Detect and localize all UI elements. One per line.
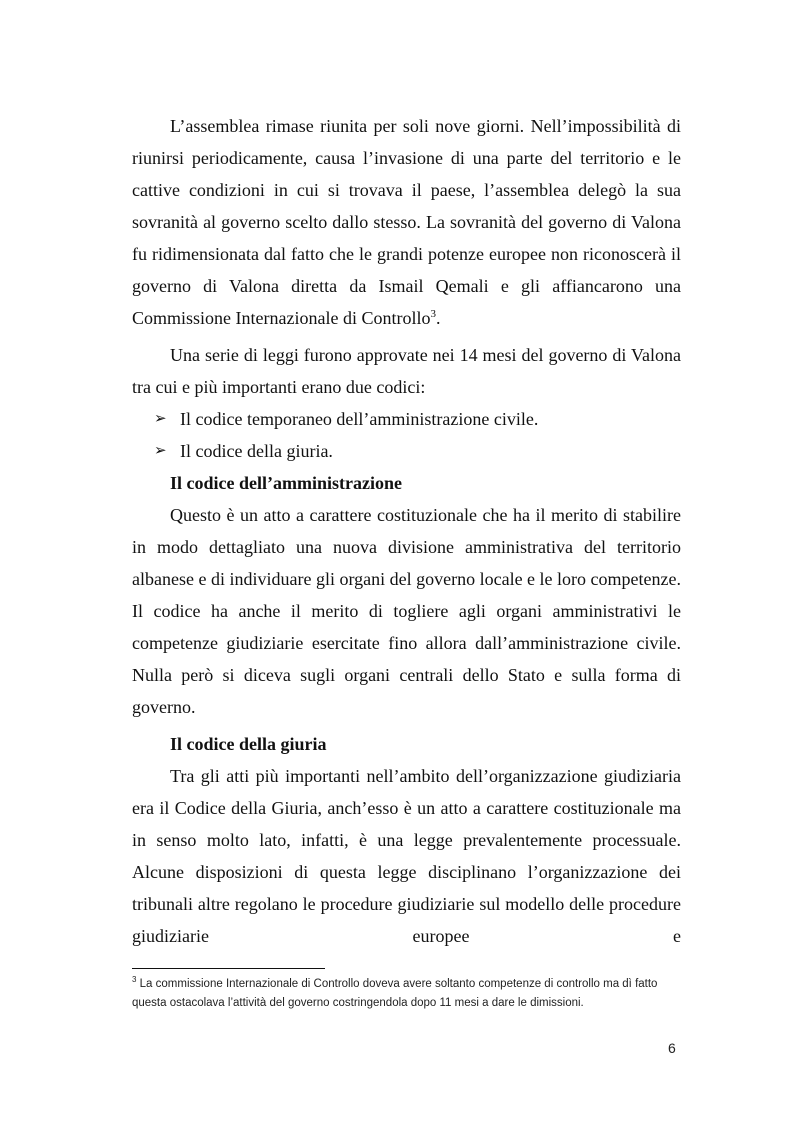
paragraph-assemblea (132, 110, 681, 334)
section-heading-giuria: Il codice della giuria (170, 734, 327, 754)
page-number: 6 (668, 1040, 676, 1056)
paragraph-codice-giuria: Tra gli atti più importanti nell’ambito dell’organizzazione giudiziaria era il Codice della Giuria, anch’esso è un atto a carattere costituzionale ma in senso molto lato, infatti, è una legge prevalentemente processuale. Alcune disposizioni di questa legge disciplinano l’organizzazione dei tribunali altre regolano le procedure giudiziarie sul modello delle procedure giudiziarie europee e (132, 766, 681, 946)
footnote-separator (132, 968, 325, 969)
body-text (132, 110, 681, 952)
paragraph-assemblea-text: L’assemblea rimase riunita per soli nove giorni. Nell’impossibilità di riunirsi periodicamente, causa l’invasione di una parte del territorio e le cattive condizioni in cui si trovava il paese, l’assemblea delegò la sua sovranità al governo scelto dallo stesso. La sovranità del governo di Valona fu ridimensionata dal fatto che le grandi potenze europee non riconoscerà il governo di Valona diretta da Ismail Qemali e gli affiancarono una Commissione Internazionale di Controllo (132, 116, 681, 328)
list-item (132, 403, 681, 435)
arrow-bullet-icon: ➢ (154, 411, 167, 427)
list-item-text: Il codice temporaneo dell’amministrazione civile. (180, 409, 539, 429)
footnote-text: La commissione Internazionale di Controllo doveva avere soltanto competenze di controllo ma dì fatto questa ostacolava l’attività del governo costringendola dopo 11 mesi a dare le dimissioni. (132, 978, 658, 1009)
section-heading-amministrazione: Il codice dell’amministrazione (170, 473, 402, 493)
footnote-number: 3 (132, 975, 137, 985)
list-item (132, 435, 681, 467)
paragraph-assemblea-end: . (435, 308, 441, 328)
codes-list (132, 403, 681, 467)
paragraph-codice-amministrazione: Questo è un atto a carattere costituzionale che ha il merito di stabilire in modo dettagliato una nuova divisione amministrativa del territorio albanese e di individuare gli organi del governo locale e le loro competenze. Il codice ha anche il merito di togliere agli organi amministrativi le competenze giudiziarie esercitate fino allora dall’amministrazione civile. Nulla però si diceva sugli organi centrali dello Stato e sulla forma di governo. (132, 505, 681, 717)
list-item-text: Il codice della giuria. (180, 441, 333, 461)
footnote (132, 975, 692, 1013)
footnote-reference[interactable]: 3 (430, 308, 436, 320)
arrow-bullet-icon: ➢ (154, 443, 167, 459)
paragraph-leggi: Una serie di leggi furono approvate nei 14 mesi del governo di Valona tra cui e più importanti erano due codici: (132, 345, 681, 397)
